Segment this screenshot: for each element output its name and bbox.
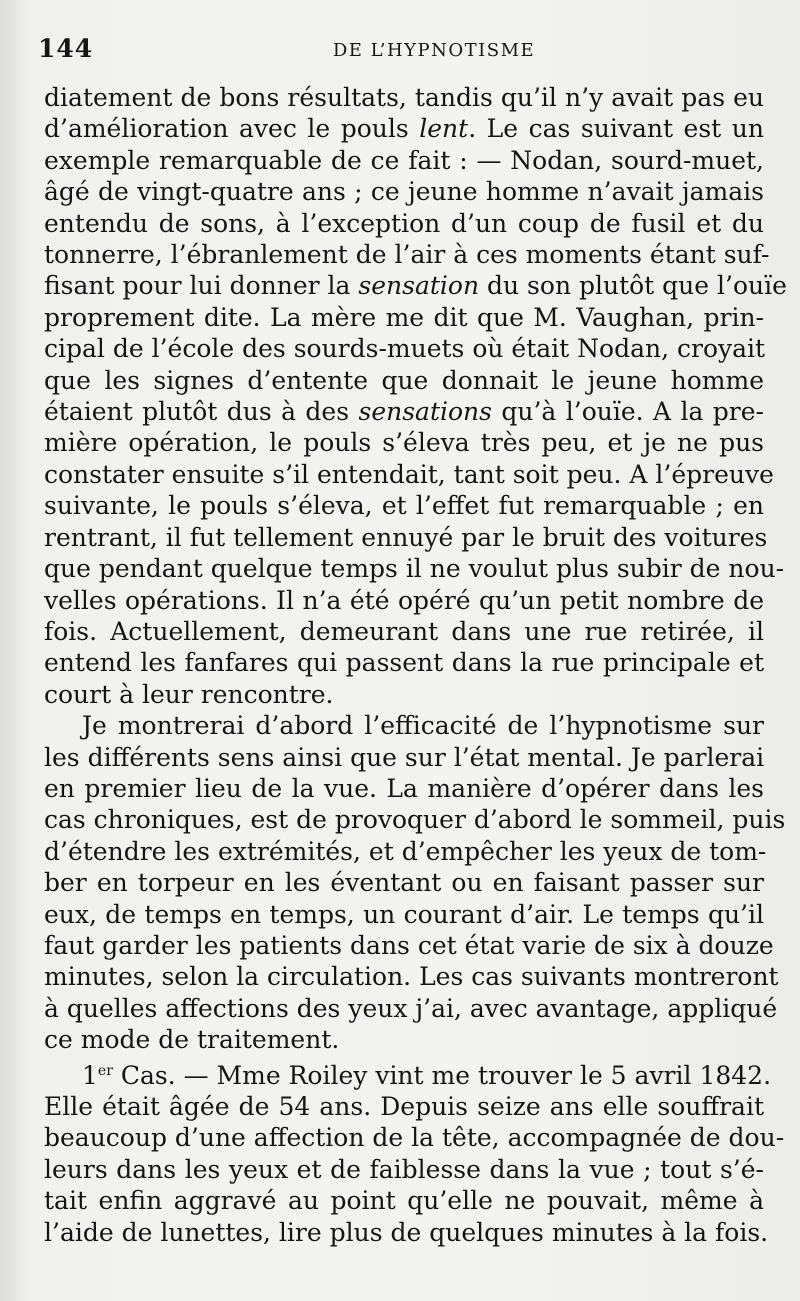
text-line: faut garder les patients dans cet état varie de six à douze [44,930,774,960]
text-line [44,1056,772,1091]
text-line: en premier lieu de la vue. La manière d’opérer dans les [44,773,764,803]
case-ordinal-suffix: er [97,1062,113,1079]
text-line: diatement de bons résultats, tandis qu’il n’y avait pas eu [44,83,764,112]
page-number: 144 [38,34,94,63]
text-line: entendu de sons, à l’exception d’un coup de fusil et du [44,208,764,238]
text-line: cas chroniques, est de provoquer d’abord le sommeil, puis [44,805,786,835]
body-text [44,82,787,1248]
text-line: ber en torpeur en les éventant ou en faisant passer sur [44,868,764,898]
running-title: DE L’HYPNOTISME [332,40,536,61]
text-line: Je montrerai d’abord l’efficacité de l’hypnotisme sur [82,711,764,741]
text-line: exemple remarquable de ce fait : — Nodan, sourd-muet, [44,145,764,175]
line-segment: d’amélioration avec le pouls [44,114,420,144]
text-line: entend les fanfares qui passent dans la rue principale et [44,648,764,678]
line-segment: fisant pour lui donner la [44,271,359,301]
line-segment: qu’à l’ouïe. A la pre- [491,397,764,427]
text-line [44,270,787,301]
text-line: tait enfin aggravé au point qu’elle ne pouvait, même à [44,1186,764,1216]
text-line: que les signes d’entente que donnait le jeune homme [44,365,764,395]
text-line: eux, de temps en temps, un courant d’air. Le temps qu’il [44,899,764,929]
text-line: leurs dans les yeux et de faiblesse dans la vue ; tout s’é- [44,1154,764,1184]
text-line: ce mode de traitement. [44,1025,340,1055]
page-header [38,34,750,70]
text-line: cipal de l’école des sourds-muets où était Nodan, croyait [44,334,766,364]
line-segment: du son plutôt que l’ouïe [479,271,787,301]
line-segment: Cas. — Mme Roiley vint me trouver le 5 avril 1842. [112,1060,772,1090]
text-line: velles opérations. Il n’a été opéré qu’un petit nombre de [44,585,764,615]
text-line: court à leur rencontre. [44,679,334,709]
case-number: 1 [82,1060,98,1090]
text-line: proprement dite. La mère me dit que M. Vaughan, prin- [44,302,764,332]
line-segment: étaient plutôt dus à des [44,397,359,427]
text-line: fois. Actuellement, demeurant dans une rue retirée, il [44,616,764,646]
text-line: que pendant quelque temps il ne voulut plus subir de nou- [44,554,785,584]
text-line: d’étendre les extrémités, et d’empêcher les yeux de tom- [44,836,767,866]
text-line: tonnerre, l’ébranlement de l’air à ces moments étant suf- [44,240,770,270]
text-line [44,396,764,427]
text-line: âgé de vingt-quatre ans ; ce jeune homme n’avait jamais [44,177,764,207]
line-segment: . Le cas suivant est un [468,114,764,144]
text-line: beaucoup d’une affection de la tête, accompagnée de dou- [44,1123,785,1153]
text-line: suivante, le pouls s’éleva, et l’effet fut remarquable ; en [44,491,764,521]
italic-term: sensation [358,271,480,301]
text-line: constater ensuite s’il entendait, tant soit peu. A l’épreuve [44,459,774,489]
text-line: les différents sens ainsi que sur l’état mental. Je parlerai [44,742,765,772]
italic-term: lent [419,114,469,144]
text-line: l’aide de lunettes, lire plus de quelques minutes à la fois. [44,1217,769,1247]
italic-term: sensations [358,397,492,427]
text-line: mière opération, le pouls s’éleva très peu, et je ne pus [44,428,764,458]
text-line: à quelles affections des yeux j’ai, avec avantage, appliqué [44,993,778,1023]
text-line: minutes, selon la circulation. Les cas suivants montreront [44,962,779,992]
text-line [44,113,764,144]
text-line: Elle était âgée de 54 ans. Depuis seize ans elle souffrait [44,1092,764,1121]
text-line: rentrant, il fut tellement ennuyé par le bruit des voitures [44,522,768,552]
